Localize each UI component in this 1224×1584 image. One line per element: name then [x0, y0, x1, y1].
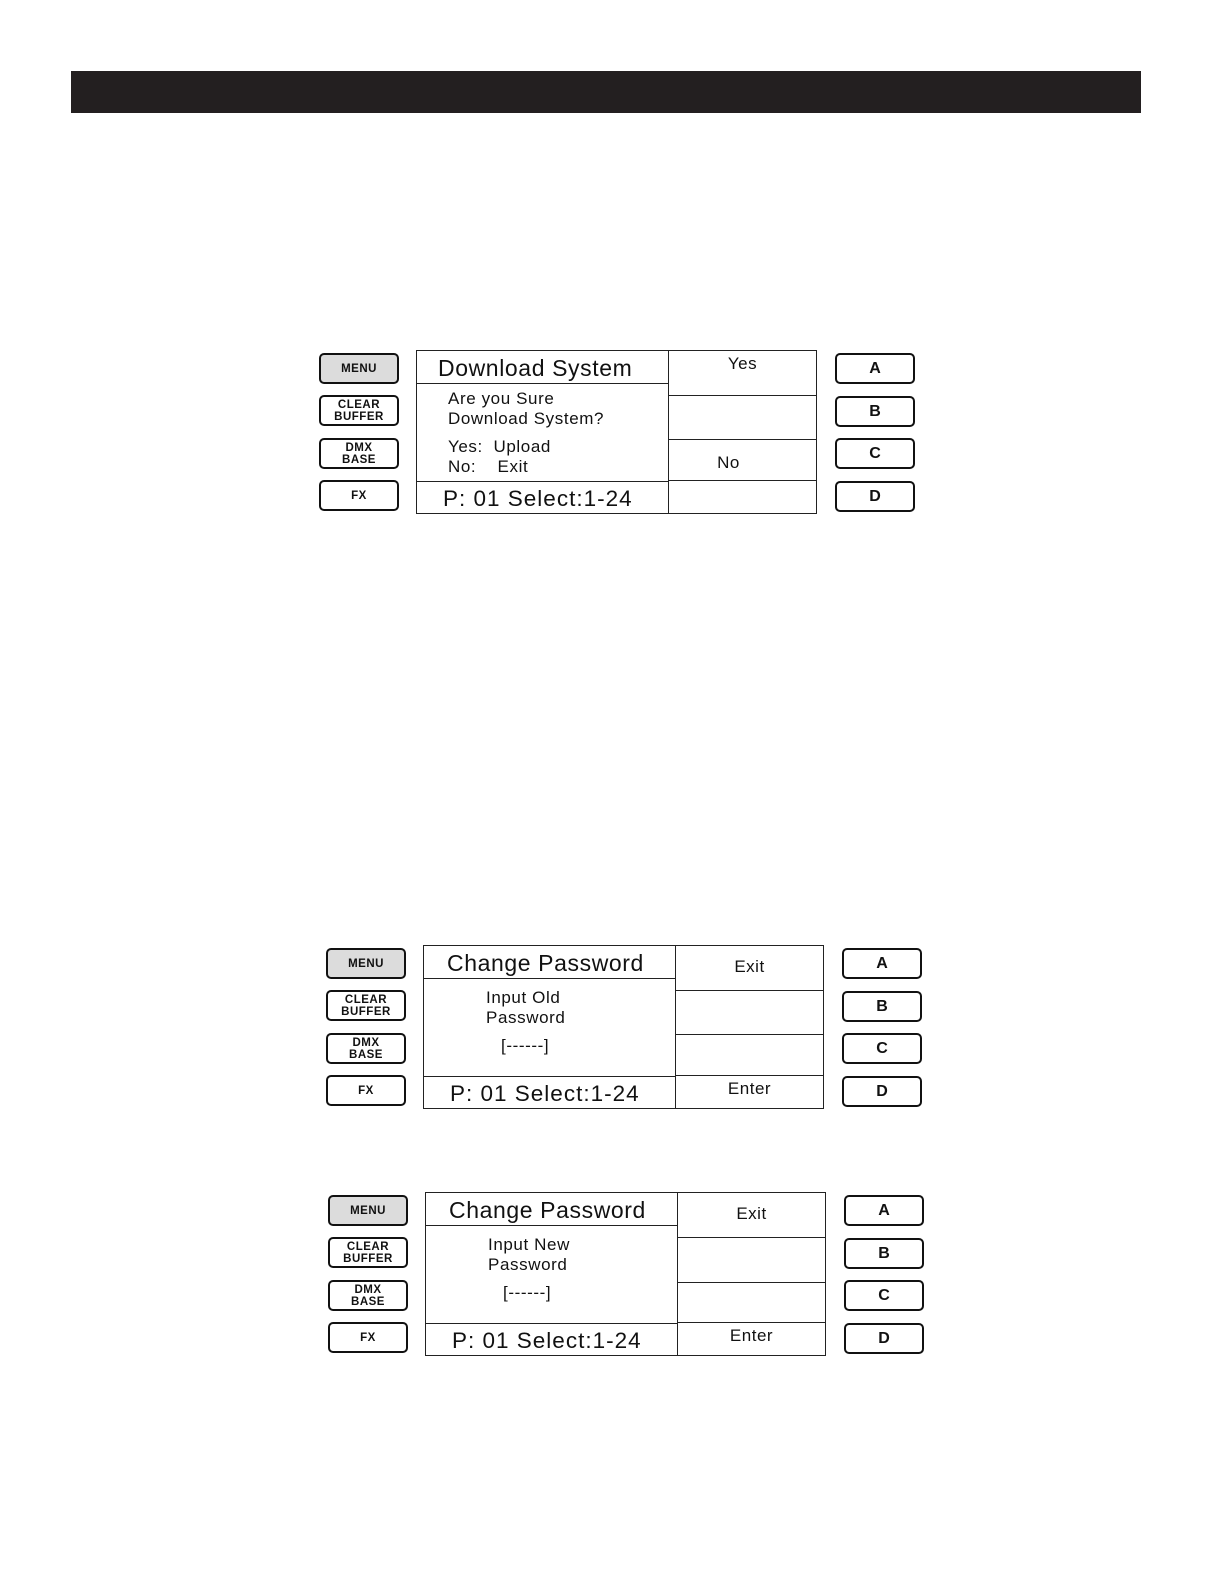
prompt-line-2: Download System? [448, 409, 605, 428]
clear-buffer-button[interactable]: CLEAR BUFFER [326, 990, 406, 1021]
clear-buffer-button[interactable]: CLEAR BUFFER [328, 1237, 408, 1268]
softkey-c-label [678, 1283, 825, 1323]
password-field[interactable]: [------] [501, 1036, 550, 1055]
screen-title: Change Password [426, 1193, 677, 1226]
status-line: P: 01 Select:1-24 [417, 481, 668, 513]
prompt-line-2: Password [488, 1255, 568, 1274]
fx-button[interactable]: FX [319, 480, 399, 511]
b-button[interactable]: B [844, 1238, 924, 1269]
fx-button[interactable]: FX [326, 1075, 406, 1106]
fx-button[interactable]: FX [328, 1322, 408, 1353]
softkey-d-label: Enter [729, 1326, 774, 1345]
screen-title: Change Password [424, 946, 675, 979]
status-line: P: 01 Select:1-24 [426, 1323, 677, 1355]
softkey-b-label [676, 991, 823, 1035]
download-system-panel [319, 353, 919, 517]
lcd-screen [416, 350, 817, 514]
a-button[interactable]: A [835, 353, 915, 384]
header-bar [71, 71, 1141, 113]
option-yes-line: Yes: Upload [448, 437, 551, 456]
a-button[interactable]: A [844, 1195, 924, 1226]
b-button[interactable]: B [842, 991, 922, 1022]
c-button[interactable]: C [842, 1033, 922, 1064]
password-field[interactable]: [------] [503, 1283, 552, 1302]
a-button[interactable]: A [842, 948, 922, 979]
softkey-c-label [676, 1035, 823, 1076]
clear-buffer-button[interactable]: CLEAR BUFFER [319, 395, 399, 426]
softkey-a-label: Exit [678, 1193, 825, 1238]
softkey-b-label [669, 396, 816, 440]
softkey-d-label: Enter [727, 1079, 772, 1098]
softkey-d-label [669, 481, 816, 513]
c-button[interactable]: C [844, 1280, 924, 1311]
change-password-new-panel [328, 1195, 928, 1359]
dmx-base-button[interactable]: DMX BASE [319, 438, 399, 469]
prompt-line-1: Input New [488, 1235, 570, 1254]
menu-button[interactable]: MENU [326, 948, 406, 979]
option-no-line: No: Exit [448, 457, 529, 476]
change-password-old-panel [326, 948, 926, 1112]
dmx-base-button[interactable]: DMX BASE [326, 1033, 406, 1064]
c-button[interactable]: C [835, 438, 915, 469]
d-button[interactable]: D [835, 481, 915, 512]
d-button[interactable]: D [842, 1076, 922, 1107]
prompt-line-1: Input Old [486, 988, 561, 1007]
prompt-line-1: Are you Sure [448, 389, 555, 408]
lcd-screen [425, 1192, 826, 1356]
prompt-line-2: Password [486, 1008, 566, 1027]
softkey-a-label: Yes [669, 351, 816, 396]
b-button[interactable]: B [835, 396, 915, 427]
lcd-screen [423, 945, 824, 1109]
dmx-base-button[interactable]: DMX BASE [328, 1280, 408, 1311]
screen-title: Download System [417, 351, 668, 384]
status-line: P: 01 Select:1-24 [424, 1076, 675, 1108]
softkey-c-label: No [669, 440, 816, 481]
menu-button[interactable]: MENU [319, 353, 399, 384]
softkey-a-label: Exit [676, 946, 823, 991]
d-button[interactable]: D [844, 1323, 924, 1354]
menu-button[interactable]: MENU [328, 1195, 408, 1226]
softkey-b-label [678, 1238, 825, 1283]
